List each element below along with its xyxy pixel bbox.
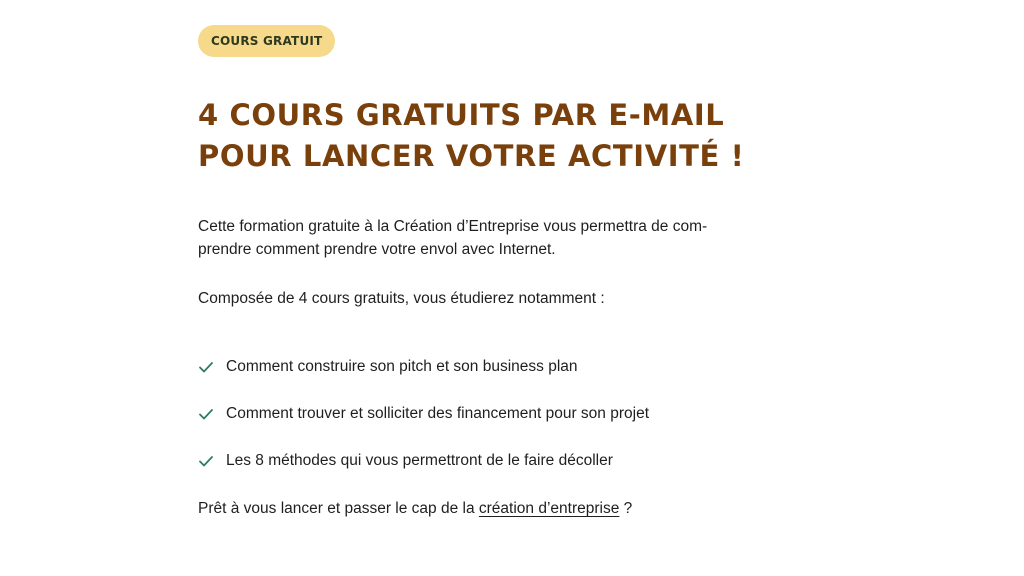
- intro-line-2: prendre comment prendre votre envol avec Internet.: [198, 241, 556, 258]
- free-course-badge: COURS GRATUIT: [198, 25, 335, 57]
- title-line-2: POUR LANCER VOTRE ACTIVITÉ !: [198, 139, 745, 173]
- title-line-1: 4 COURS GRATUITS PAR E-MAIL: [198, 98, 725, 132]
- check-icon: [198, 406, 214, 422]
- check-icon: [198, 359, 214, 375]
- list-item: [198, 402, 818, 426]
- page-title: [198, 95, 818, 177]
- check-icon: [198, 453, 214, 469]
- course-promo-section: [198, 25, 818, 520]
- intro-paragraph: [198, 215, 818, 261]
- intro-line-1: Cette formation gratuite à la Création d’Entreprise vous permettra de com-: [198, 218, 708, 235]
- closing-suffix: ?: [619, 500, 633, 517]
- course-topics-list: [198, 355, 818, 473]
- list-item-label: Comment construire son pitch et son business plan: [226, 358, 578, 375]
- list-item-label: Comment trouver et solliciter des financement pour son projet: [226, 405, 650, 422]
- list-item-label: Les 8 méthodes qui vous permettront de le faire décoller: [226, 452, 613, 469]
- list-item: [198, 355, 818, 379]
- business-creation-link[interactable]: création d’entreprise: [478, 500, 620, 517]
- composition-paragraph: Composée de 4 cours gratuits, vous étudierez notamment :: [198, 290, 605, 307]
- list-item: [198, 449, 818, 473]
- closing-paragraph: [198, 497, 818, 520]
- closing-prefix: Prêt à vous lancer et passer le cap de la: [198, 500, 479, 517]
